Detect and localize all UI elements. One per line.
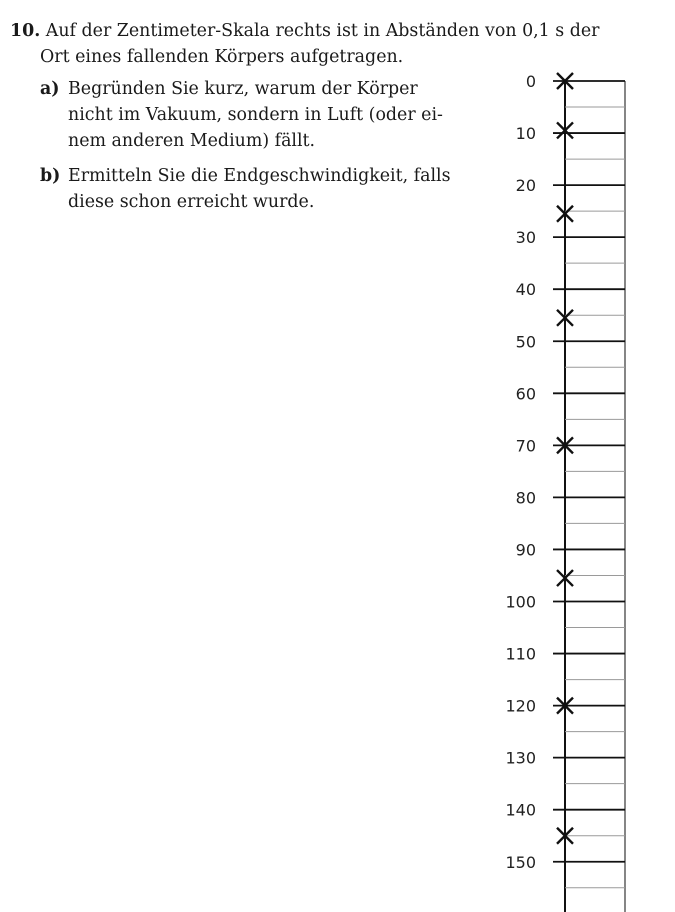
part-a-label: a) <box>40 79 60 99</box>
tick-label: 60 <box>515 384 536 404</box>
tick-label: 150 <box>505 852 536 872</box>
tick-label: 90 <box>515 540 536 560</box>
tick-label: 100 <box>505 592 536 612</box>
tick-label: 130 <box>505 748 536 768</box>
part-a-line-2: nicht im Vakuum, sondern in Luft (oder ei- <box>68 105 443 125</box>
part-b-line-1: Ermitteln Sie die Endgeschwindigkeit, falls <box>68 166 451 186</box>
tick-label: 110 <box>505 644 536 664</box>
tick-label: 20 <box>515 176 536 196</box>
tick-label: 50 <box>515 332 536 352</box>
intro-text-1: Auf der Zentimeter-Skala rechts ist in Abständen von 0,1 s der <box>45 21 600 41</box>
tick-label: 70 <box>515 436 536 456</box>
part-b-label: b) <box>40 166 61 186</box>
problem-number: 10. <box>10 21 41 41</box>
part-a-line-3: nem anderen Medium) fällt. <box>68 131 316 151</box>
part-b-line-2: diese schon erreicht wurde. <box>68 192 315 212</box>
tick-label: 80 <box>515 488 536 508</box>
intro-line-2: Ort eines fallenden Körpers aufgetragen. <box>40 47 404 67</box>
tick-label: 120 <box>505 696 536 716</box>
part-a-line-1: Begründen Sie kurz, warum der Körper <box>68 79 418 99</box>
tick-label: 140 <box>505 800 536 820</box>
tick-label: 10 <box>515 124 536 144</box>
tick-label: 30 <box>515 228 536 248</box>
tick-label: 40 <box>515 280 536 300</box>
tick-label: 0 <box>525 72 536 91</box>
